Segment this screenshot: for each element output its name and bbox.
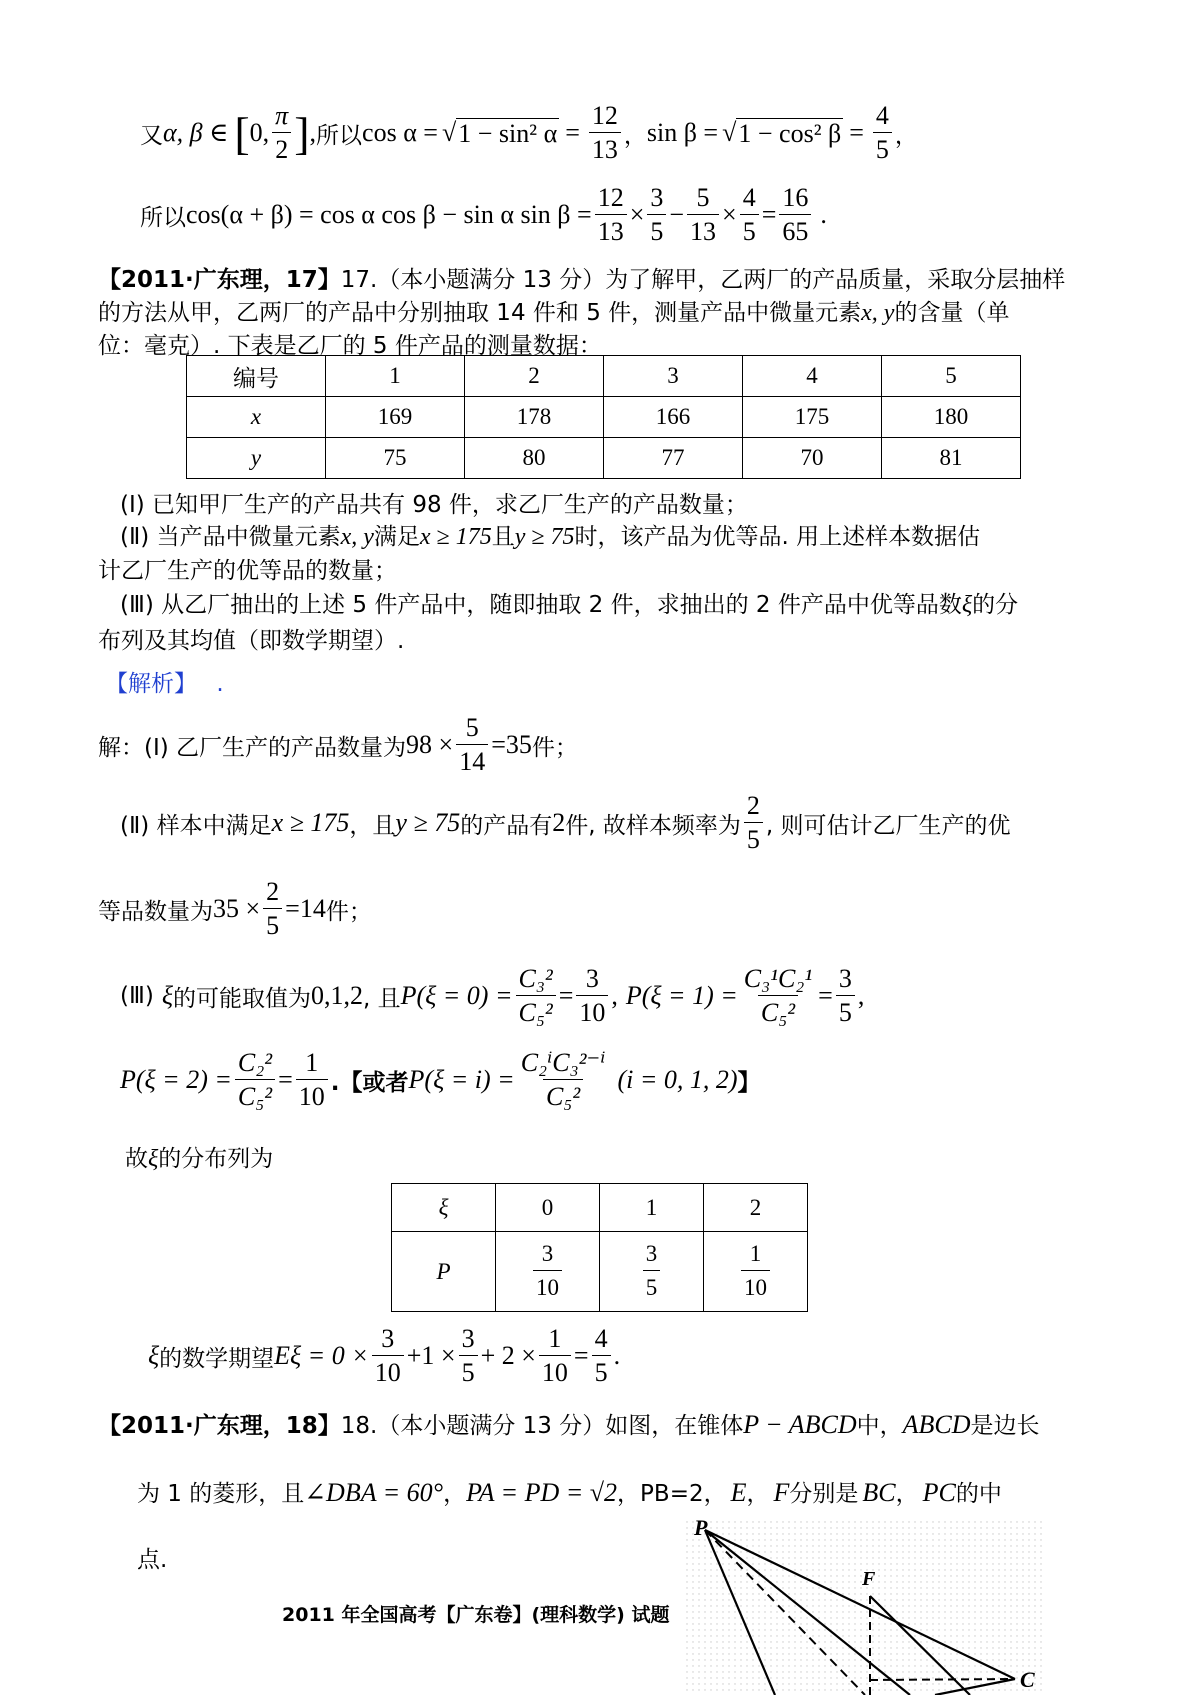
numerator: 5: [696, 182, 710, 212]
denominator: 13: [687, 214, 719, 249]
q17-part-3: [120, 586, 1018, 619]
math: cos(α + β) = cos α cos β − sin α sin β =: [186, 200, 592, 229]
numerator: C₃²: [518, 963, 553, 993]
table-cell: 75: [326, 438, 465, 479]
math: BC: [862, 1478, 896, 1507]
table-cell: 1: [600, 1184, 704, 1232]
question-tag: 【2011·广东理，18】: [98, 1413, 341, 1439]
math: .: [613, 1341, 621, 1370]
denominator: 10: [372, 1355, 404, 1390]
table-cell: [496, 1232, 600, 1312]
fraction: [533, 1238, 562, 1305]
table-cell: 81: [882, 438, 1021, 479]
numerator: 4: [594, 1323, 608, 1353]
text: 的分: [972, 592, 1019, 618]
fraction: [595, 182, 627, 249]
solution-part-3: [120, 958, 864, 1034]
numerator: 3: [650, 182, 664, 212]
denominator: 5: [643, 1270, 661, 1305]
bracket-right: ]: [294, 107, 310, 159]
text: 的可能取值为: [172, 985, 311, 1012]
math-line-2: [140, 180, 827, 250]
text: 】: [737, 1069, 761, 1096]
denominator: 5: [459, 1355, 478, 1390]
fraction: [741, 963, 815, 1030]
math: =35: [491, 730, 532, 759]
text: 的数学期望: [159, 1345, 275, 1372]
math: P(ξ = 0) =: [400, 981, 513, 1010]
text: .【或者: [330, 1069, 409, 1096]
math: P(ξ = 2) =: [120, 1065, 232, 1094]
q17-part-2-cont: 计乙厂生产的优等品的数量；: [98, 558, 397, 584]
denominator: 10: [539, 1355, 571, 1390]
text: .: [216, 671, 224, 697]
math: =: [573, 1341, 589, 1370]
math: (i = 0, 1, 2): [617, 1065, 738, 1094]
denominator: C₅²: [543, 1079, 583, 1114]
math: y ≥ 75: [514, 524, 575, 550]
math: ,: [857, 981, 865, 1010]
text: 且: [491, 524, 515, 550]
text: 是边长: [970, 1413, 1040, 1439]
math: =: [558, 981, 574, 1010]
text: , 且: [362, 985, 401, 1012]
denominator: C₅²: [235, 1079, 275, 1114]
fraction: [235, 1047, 275, 1114]
table-cell: ξ: [392, 1184, 496, 1232]
math: α, β ∈: [163, 118, 229, 147]
fraction: [272, 100, 291, 167]
math: P(ξ = 1) =: [625, 981, 738, 1010]
math: ABCD: [902, 1410, 971, 1439]
math: −: [669, 200, 685, 229]
text: 【解析】: [105, 671, 197, 697]
table-cell: y: [187, 438, 326, 479]
text: 件, 故样本频率为: [565, 812, 741, 839]
text: (Ⅲ): [120, 983, 154, 1009]
q18-line-3: 点.: [137, 1547, 168, 1573]
text: 18.（本小题满分 13 分）如图，在锥体: [340, 1413, 744, 1439]
vertex-label-C: C: [1020, 1667, 1035, 1692]
q17-part-1: (Ⅰ) 已知甲厂生产的产品共有 98 件，求乙厂生产的产品数量；: [120, 492, 748, 518]
math: Eξ = 0 ×: [274, 1341, 369, 1370]
table-cell: 2: [704, 1184, 808, 1232]
numerator: π: [275, 100, 289, 130]
q17-line-1: [98, 261, 1065, 294]
numerator: C₂ⁱC₃²⁻ⁱ: [520, 1047, 606, 1077]
analysis-label: [105, 665, 224, 698]
numerator: 3: [585, 963, 599, 993]
denominator: C₅²: [758, 995, 798, 1030]
math: y ≥ 75: [395, 808, 461, 837]
radicand: 1 − cos² β: [738, 118, 842, 148]
fraction: [589, 100, 621, 167]
q17-line-2: [98, 294, 1009, 327]
numerator: 1: [305, 1047, 319, 1077]
denominator: 5: [647, 214, 666, 249]
text: , 则可估计乙厂生产的优: [765, 812, 1011, 839]
text: 满足: [373, 524, 420, 550]
fraction: [516, 963, 556, 1030]
math: ∠DBA = 60°: [304, 1478, 444, 1507]
denominator: 13: [589, 132, 621, 167]
math: x, y: [861, 300, 895, 326]
distribution-table: [391, 1183, 808, 1312]
table-cell: 175: [743, 397, 882, 438]
pyramid-figure: [680, 1515, 1050, 1695]
q18-line-2: [137, 1475, 1002, 1508]
solution-part-2-cont: [98, 873, 372, 945]
expectation-line: [148, 1318, 620, 1394]
sqrt-sign: √: [722, 118, 737, 147]
fraction: [372, 1323, 404, 1390]
text: 等品数量为: [98, 898, 213, 925]
numerator: 3: [541, 1241, 554, 1266]
equals: =: [818, 981, 833, 1010]
text: (Ⅱ) 当产品中微量元素: [120, 524, 341, 550]
table-cell: 4: [743, 356, 882, 397]
table-row: [392, 1184, 808, 1232]
table-cell: P: [392, 1232, 496, 1312]
denominator: 10: [741, 1270, 770, 1305]
table-cell: 0: [496, 1184, 600, 1232]
table-cell: 70: [743, 438, 882, 479]
denominator: 14: [456, 744, 488, 779]
text: 位：毫克）. 下表是乙厂的 5 件产品的测量数据：: [98, 333, 602, 359]
text: ，: [623, 122, 647, 149]
fraction: [744, 790, 763, 857]
math: ξ: [148, 1341, 160, 1370]
math: ,: [611, 981, 618, 1010]
numerator: 1: [749, 1241, 762, 1266]
math: cos α =: [362, 118, 438, 147]
denominator: 5: [873, 132, 892, 167]
text: 的中: [955, 1481, 1002, 1507]
table-cell: [704, 1232, 808, 1312]
fraction: [539, 1323, 571, 1390]
text: ，: [746, 1481, 770, 1507]
numerator: 3: [381, 1323, 395, 1353]
equals: =: [849, 118, 864, 147]
table-cell: x: [187, 397, 326, 438]
denominator: 5: [592, 1355, 611, 1390]
numerator: 4: [875, 100, 889, 130]
table-cell: 178: [465, 397, 604, 438]
data-table: [186, 355, 1021, 479]
page-footer: 2011 年全国高考【广东卷】(理科数学) 试题: [282, 1604, 670, 1626]
fraction: [456, 712, 488, 779]
denominator: 2: [272, 132, 291, 167]
math: ξ: [161, 981, 173, 1010]
text: 时，该产品为优等品. 用上述样本数据估: [574, 524, 981, 550]
text: 件；: [325, 898, 372, 925]
fraction: [592, 1323, 611, 1390]
math: +1 ×: [406, 1341, 456, 1370]
solution-part-3-line-2: [120, 1042, 761, 1118]
text: 故: [125, 1146, 148, 1172]
numerator: 5: [465, 712, 479, 742]
table-row: [392, 1232, 808, 1312]
text: 所以: [316, 122, 363, 149]
table-row: [187, 397, 1021, 438]
radicand: 1 − sin² α: [458, 118, 558, 148]
text: 中，: [856, 1413, 903, 1439]
numerator: 3: [645, 1241, 658, 1266]
q17-part-3-cont: 布列及其均值（即数学期望）.: [98, 628, 405, 654]
solution-part-1: [98, 710, 578, 780]
text: ，: [894, 122, 918, 149]
table-cell: 80: [465, 438, 604, 479]
numerator: 2: [746, 790, 760, 820]
text: ，PB=2，: [617, 1481, 727, 1507]
table-cell: 180: [882, 397, 1021, 438]
bracket-left: [: [234, 107, 250, 159]
math-line-1: [140, 98, 918, 168]
numerator: 1: [548, 1323, 562, 1353]
math: sin β =: [646, 118, 719, 147]
numerator: 3: [461, 1323, 475, 1353]
denominator: 10: [576, 995, 608, 1030]
text: 解：(Ⅰ) 乙厂生产的产品数量为: [98, 734, 407, 761]
denominator: 5: [744, 822, 763, 857]
numerator: 12: [591, 100, 618, 130]
table-cell: 3: [604, 356, 743, 397]
table-cell: 1: [326, 356, 465, 397]
fraction: [576, 963, 608, 1030]
math: P − ABCD: [743, 1410, 857, 1439]
text: (Ⅲ) 从乙厂抽出的上述 5 件产品中，随即抽取 2 件，求抽出的 2 件产品中优等品数: [120, 592, 962, 618]
numerator: 12: [597, 182, 624, 212]
fraction: [296, 1047, 328, 1114]
fraction: [740, 182, 759, 249]
sqrt-sign: √: [441, 118, 457, 147]
text: (Ⅱ) 样本中满足: [120, 812, 272, 839]
fraction: [779, 182, 811, 249]
math: PA = PD = √2: [466, 1478, 618, 1507]
denominator: 13: [595, 214, 627, 249]
math: 2: [552, 808, 566, 837]
fraction: [873, 100, 892, 167]
denominator: 10: [533, 1270, 562, 1305]
table-cell: 166: [604, 397, 743, 438]
solution-part-2: [120, 787, 1010, 859]
numerator: 16: [782, 182, 809, 212]
table-cell: 2: [465, 356, 604, 397]
math: E: [730, 1478, 747, 1507]
math: ξ: [148, 1146, 159, 1172]
text: 的方法从甲，乙两厂的产品中分别抽取 14 件和 5 件，测量产品中微量元素: [98, 300, 862, 326]
q18-line-1: [98, 1407, 1040, 1440]
math: P(ξ = i) =: [408, 1065, 515, 1094]
table-cell: 77: [604, 438, 743, 479]
q17-part-2: [120, 518, 980, 551]
text: ，: [443, 1481, 467, 1507]
math: F: [773, 1478, 790, 1507]
distribution-intro: [125, 1140, 273, 1173]
table-cell: 169: [326, 397, 465, 438]
table-row: [187, 356, 1021, 397]
text: 为 1 的菱形，且: [137, 1481, 305, 1507]
numerator: C₂²: [237, 1047, 273, 1077]
math: ×: [629, 200, 645, 229]
math: ×: [722, 200, 737, 229]
denominator: 5: [836, 995, 855, 1030]
fraction: [459, 1323, 478, 1390]
text: 的分布列为: [158, 1146, 274, 1172]
table-cell: 5: [882, 356, 1021, 397]
question-tag: 【2011·广东理，17】: [98, 267, 341, 293]
math: x ≥ 175: [271, 808, 350, 837]
text: ，且: [349, 812, 396, 839]
math: 0,1,2: [310, 981, 363, 1010]
denominator: 5: [740, 214, 759, 249]
fraction: [263, 876, 282, 943]
comma: ,: [309, 118, 317, 147]
math: 0,: [249, 118, 270, 147]
text: 所以: [140, 204, 186, 231]
text: ，: [895, 1481, 919, 1507]
equals: =: [278, 1065, 293, 1094]
math: 98 ×: [406, 730, 454, 759]
math: =: [565, 118, 580, 147]
math: x ≥ 175: [419, 524, 492, 550]
denominator: 10: [296, 1079, 328, 1114]
math: =: [761, 200, 777, 229]
denominator: 65: [779, 214, 811, 249]
table-cell: [600, 1232, 704, 1312]
table-row: [187, 438, 1021, 479]
text: 17.（本小题满分 13 分）为了解甲，乙两厂的产品质量，采取分层抽样: [340, 267, 1066, 293]
math: .: [820, 200, 827, 229]
text: 又: [140, 122, 163, 149]
text: 的产品有: [460, 812, 553, 839]
denominator: 5: [263, 908, 282, 943]
fraction: [741, 1238, 770, 1305]
math: PC: [922, 1478, 956, 1507]
math: ξ: [961, 592, 973, 618]
denominator: C₅²: [516, 995, 556, 1030]
math: + 2 ×: [480, 1341, 536, 1370]
numerator: C₃¹C₂¹: [743, 963, 813, 993]
fraction: [518, 1047, 609, 1114]
text: 件；: [531, 734, 578, 761]
math: 35 ×: [213, 894, 261, 923]
fraction: [643, 1238, 661, 1305]
fraction: [836, 963, 855, 1030]
math: x, y: [340, 524, 374, 550]
text: 的含量（单: [894, 300, 1010, 326]
vertex-label-F: F: [862, 1568, 876, 1590]
numerator: 3: [838, 963, 852, 993]
numerator: 4: [742, 182, 756, 212]
vertex-label-P: P: [694, 1515, 708, 1540]
table-cell: 编号: [187, 356, 326, 397]
numerator: 2: [266, 876, 280, 906]
fraction: [687, 182, 719, 249]
text: 分别是: [789, 1481, 859, 1507]
fraction: [647, 182, 666, 249]
math: =14: [285, 894, 326, 923]
